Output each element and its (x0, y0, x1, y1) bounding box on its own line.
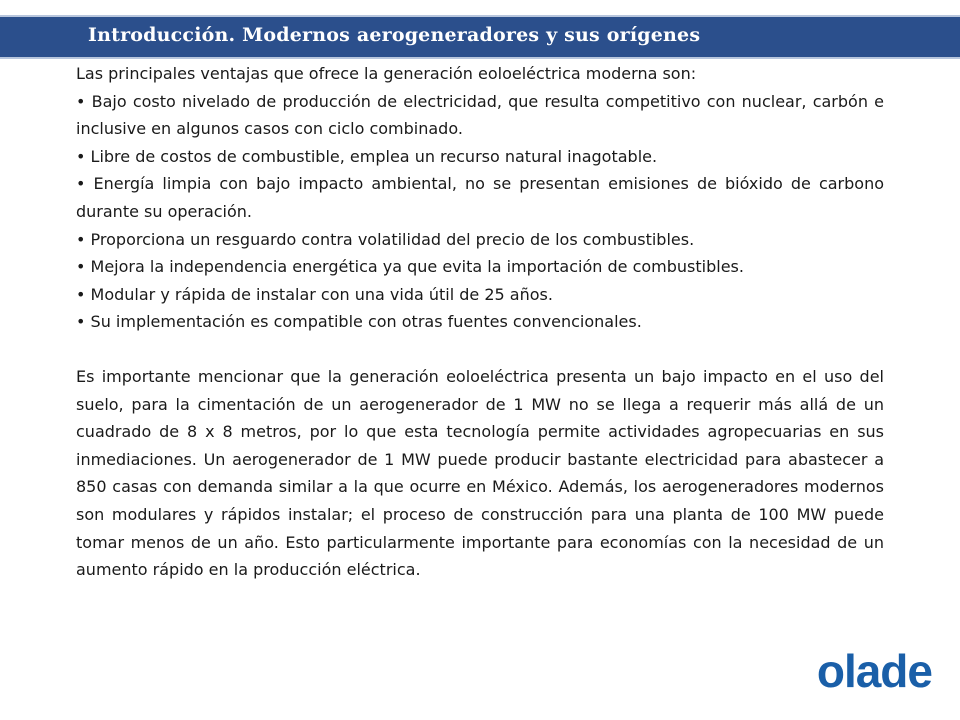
intro-text: Las principales ventajas que ofrece la generación eoloeléctrica moderna son: (76, 64, 697, 83)
advantages-list (76, 88, 884, 336)
spacer (76, 336, 884, 363)
title-bar (0, 15, 960, 59)
list-item: • Modular y rápida de instalar con una vida útil de 25 años. (76, 281, 884, 309)
list-item: • Proporciona un resguardo contra volatilidad del precio de los combustibles. (76, 226, 884, 254)
body-paragraph: Es importante mencionar que la generación eoloeléctrica presenta un bajo impacto en el uso del suelo, para la cimentación de un aerogenerador de 1 MW no se llega a requerir más allá de un cuadrado de 8 x 8 metros, por lo que esta tecnología permite actividades agropecuarias en sus inmediaciones. Un aerogenerador de 1 MW puede producir bastante electricidad para abastecer a 850 casas con demanda similar a la que ocurre en México. Además, los aerogeneradores modernos son modulares y rápidos instalar; el proceso de construcción para una planta de 100 MW puede tomar menos de un año. Esto particularmente importante para economías con la necesidad de un aumento rápido en la producción eléctrica. (76, 366, 884, 580)
list-item: • Mejora la independencia energética ya que evita la importación de combustibles. (76, 253, 884, 281)
slide-content (76, 60, 884, 584)
list-item: • Energía limpia con bajo impacto ambiental, no se presentan emisiones de bióxido de carbono durante su operación. (76, 170, 884, 225)
list-item: • Bajo costo nivelado de producción de electricidad, que resulta competitivo con nuclear, carbón e inclusive en algunos casos con ciclo combinado. (76, 88, 884, 143)
slide-title: Introducción. Modernos aerogeneradores y sus orígenes (88, 24, 701, 46)
olade-logo: olade (816, 645, 932, 697)
list-item: • Libre de costos de combustible, emplea un recurso natural inagotable. (76, 143, 884, 171)
list-item: • Su implementación es compatible con otras fuentes convencionales. (76, 308, 884, 336)
